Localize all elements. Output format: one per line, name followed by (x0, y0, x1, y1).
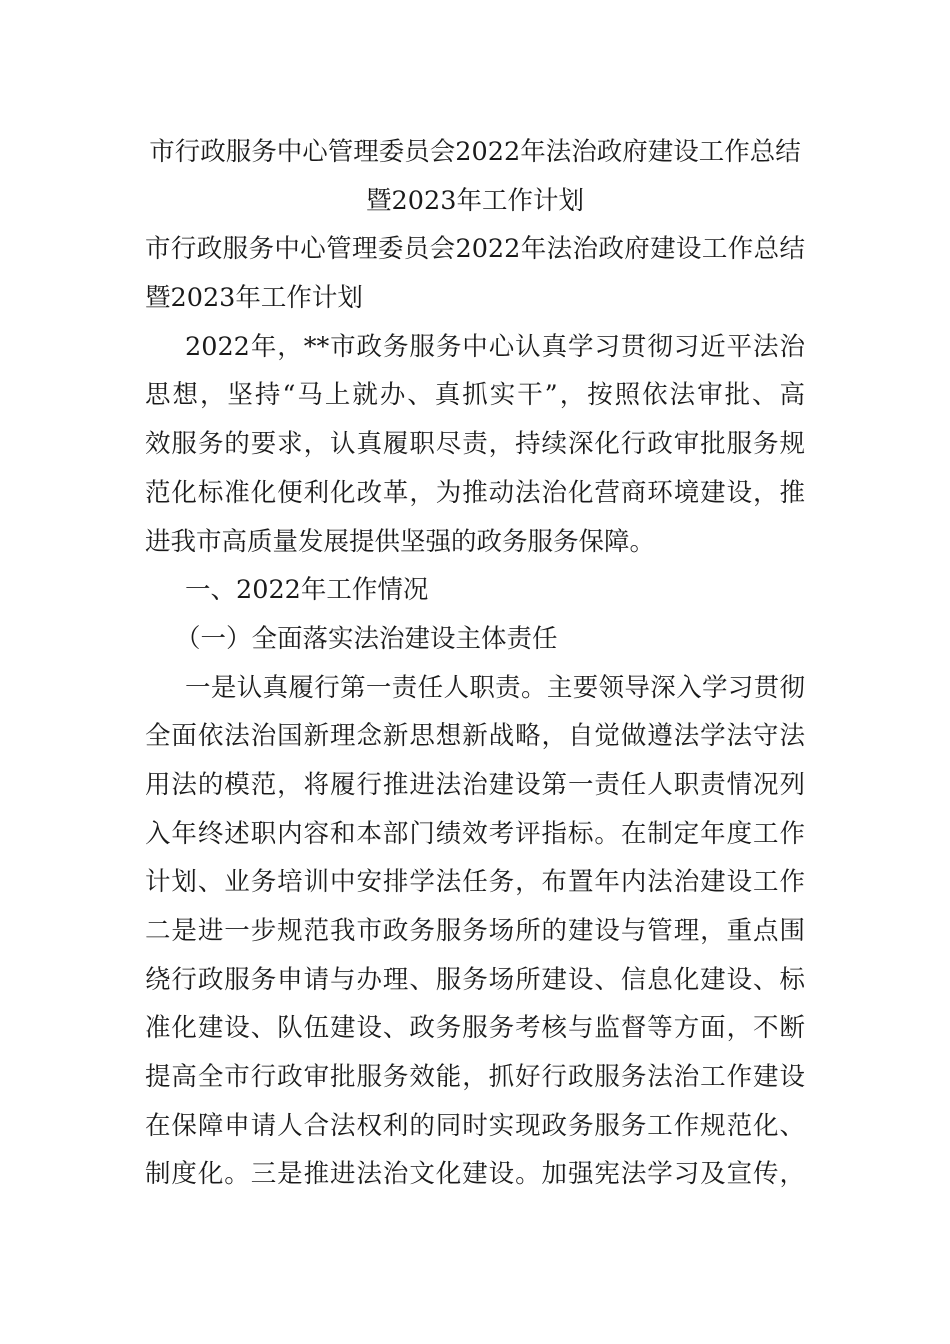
paragraph-2-line: 制度化。三是推进法治文化建设。加强宪法学习及宣传， (145, 1159, 805, 1190)
paragraph-1-line: 范化标准化便利化改革，为推动法治化营商环境建设，推 (145, 477, 805, 508)
document-subtitle-line-2: 暨2023年工作计划 (145, 283, 363, 314)
document-title-line-2: 暨2023年工作计划 (366, 185, 584, 216)
subsection-heading: （一）全面落实法治建设主体责任 (175, 623, 558, 654)
document-subtitle-line-1: 市行政服务中心管理委员会2022年法治政府建设工作总结 (145, 234, 805, 265)
paragraph-2-line: 计划、业务培训中安排学法任务，布置年内法治建设工作 (145, 867, 805, 898)
paragraph-2-line: 在保障申请人合法权利的同时实现政务服务工作规范化、 (145, 1110, 805, 1141)
paragraph-2-line: 绕行政服务申请与办理、服务场所建设、信息化建设、标 (145, 964, 805, 995)
paragraph-2-line: 一是认真履行第一责任人职责。主要领导深入学习贯彻 (185, 672, 805, 703)
paragraph-2-line: 全面依法治国新理念新思想新战略，自觉做遵法学法守法 (145, 721, 805, 752)
section-heading: 一、2022年工作情况 (185, 575, 429, 606)
paragraph-2-line: 入年终述职内容和本部门绩效考评指标。在制定年度工作 (145, 818, 805, 849)
paragraph-2-line: 二是进一步规范我市政务服务场所的建设与管理，重点围 (145, 916, 805, 946)
document-page (145, 128, 805, 1199)
paragraph-1-line: 2022年，**市政务服务中心认真学习贯彻习近平法治 (185, 331, 805, 362)
document-title-line-1: 市行政服务中心管理委员会2022年法治政府建设工作总结 (149, 137, 801, 167)
paragraph-2-line: 准化建设、队伍建设、政务服务考核与监督等方面，不断 (145, 1013, 805, 1044)
paragraph-1-line: 思想，坚持“马上就办、真抓实干”，按照依法审批、高 (145, 380, 805, 411)
paragraph-2-line: 提高全市行政审批服务效能，抓好行政服务法治工作建设 (145, 1062, 805, 1093)
paragraph-1-line: 效服务的要求，认真履职尽责，持续深化行政审批服务规 (145, 429, 805, 460)
paragraph-1-line: 进我市高质量发展提供坚强的政务服务保障。 (145, 526, 656, 557)
paragraph-2-line: 用法的模范，将履行推进法治建设第一责任人职责情况列 (145, 769, 805, 800)
